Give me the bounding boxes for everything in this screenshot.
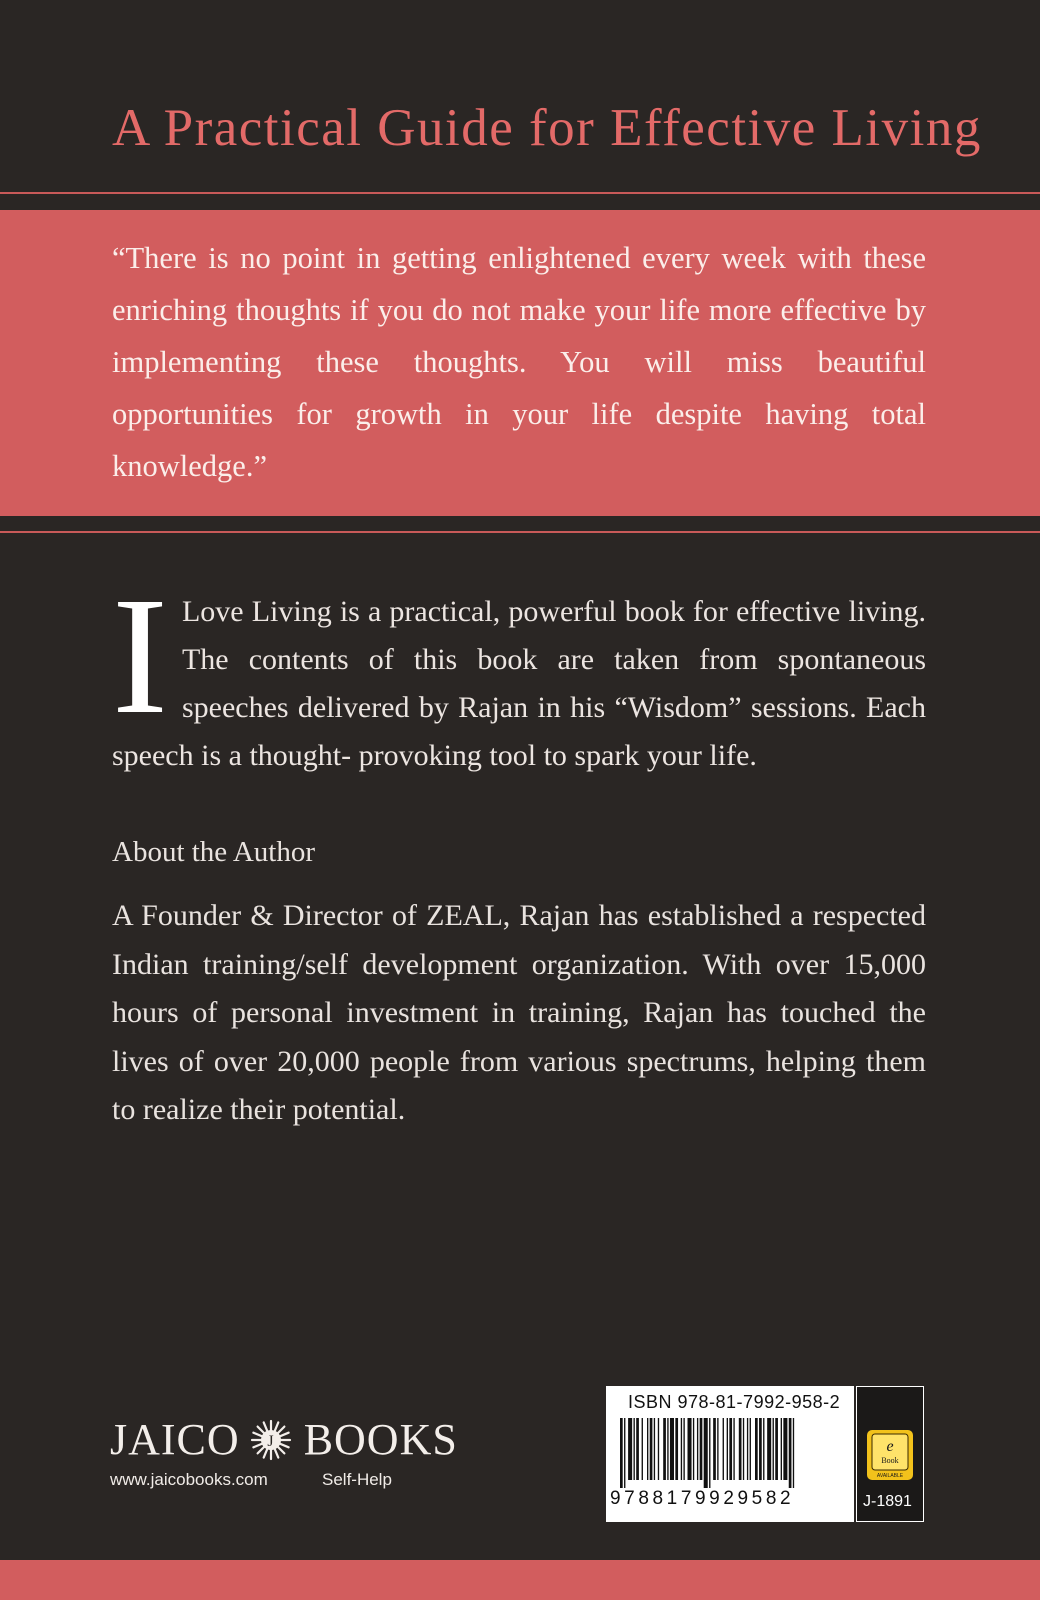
bottom-rule bbox=[0, 531, 1040, 533]
barcode-bar bbox=[697, 1418, 698, 1480]
barcode-bar bbox=[793, 1418, 794, 1488]
barcode-bar bbox=[700, 1418, 703, 1480]
barcode-bar bbox=[634, 1418, 635, 1480]
barcode-bar bbox=[729, 1418, 732, 1480]
barcode-bar bbox=[739, 1418, 742, 1480]
intro-paragraph bbox=[112, 563, 926, 780]
barcode-bar bbox=[750, 1418, 751, 1480]
barcode-bar bbox=[650, 1418, 653, 1480]
barcode-bar bbox=[636, 1418, 639, 1480]
ebook-word: Book bbox=[881, 1456, 899, 1465]
publisher-website[interactable]: www.jaicobooks.com bbox=[110, 1470, 268, 1489]
quote-text: “There is no point in getting enlightened every week with these enriching thoughts if you do not make your life more effective by implementing these thoughts. You will miss beautiful opportunities for growth in your life despite having total knowledge.” bbox=[112, 241, 926, 483]
barcode-digits: 9788179929582 bbox=[610, 1488, 795, 1509]
barcode-bar bbox=[693, 1418, 694, 1480]
ebook-status: AVAILABLE bbox=[876, 1473, 904, 1479]
catalog-code: J-1891 bbox=[863, 1493, 912, 1510]
barcode-bar bbox=[713, 1418, 716, 1480]
barcode-bar bbox=[775, 1418, 778, 1480]
barcode-bar bbox=[681, 1418, 682, 1480]
isbn-label: ISBN 978-81-7992-958-2 bbox=[628, 1392, 841, 1412]
barcode-bar bbox=[747, 1418, 748, 1480]
barcode-bar bbox=[789, 1418, 792, 1488]
ebook-available-icon bbox=[866, 1429, 914, 1481]
ebook-panel bbox=[856, 1386, 924, 1522]
barcode-bar bbox=[663, 1418, 666, 1480]
drop-cap: I bbox=[112, 563, 168, 749]
barcode-bar bbox=[670, 1418, 674, 1480]
barcode-bar bbox=[743, 1418, 744, 1480]
barcode-bar bbox=[763, 1418, 764, 1480]
bottom-band bbox=[0, 1560, 1040, 1600]
top-rule bbox=[0, 192, 1040, 194]
barcode-bar bbox=[773, 1418, 774, 1480]
barcode-bar bbox=[733, 1418, 734, 1480]
publisher-logo bbox=[110, 1414, 458, 1465]
tagline: A Practical Guide for Effective Living bbox=[112, 99, 982, 157]
about-heading: About the Author bbox=[112, 836, 315, 868]
barcode-bar bbox=[717, 1418, 718, 1480]
barcode-bar bbox=[727, 1418, 728, 1480]
barcode-bar bbox=[647, 1418, 648, 1480]
barcode-bar bbox=[759, 1418, 762, 1480]
author-bio: A Founder & Director of ZEAL, Rajan has established a respected Indian training/self development organization. With over 15,000 hours of personal investment in training, Rajan has touched the lives of over 20,000 people from various spectrums, helping them to realize their potential. bbox=[112, 899, 926, 1126]
emblem-letter: J bbox=[267, 1432, 275, 1450]
barcode-bar bbox=[781, 1418, 782, 1480]
barcode-bar bbox=[624, 1418, 625, 1488]
genre-label: Self-Help bbox=[322, 1470, 392, 1489]
barcode-bar bbox=[658, 1418, 659, 1480]
publisher-name-left: JAICO bbox=[110, 1415, 240, 1464]
barcode-bar bbox=[704, 1418, 708, 1488]
publisher-emblem-icon bbox=[250, 1419, 292, 1461]
barcode-bars bbox=[620, 1418, 842, 1488]
barcode-bar bbox=[642, 1418, 643, 1480]
barcode-bar bbox=[783, 1418, 787, 1480]
publisher-name-right: BOOKS bbox=[303, 1415, 458, 1464]
barcode-bar bbox=[667, 1418, 668, 1480]
barcode-box bbox=[606, 1386, 854, 1522]
intro-text: Love Living is a practical, powerful book for effective living. The contents of this book are taken from spontaneous speeches delivered by Rajan in his “Wisdom” sessions. Each speech is a thought- provoking tool to spark your life. bbox=[112, 595, 926, 772]
barcode-bar bbox=[620, 1418, 623, 1488]
barcode-bar bbox=[755, 1418, 758, 1480]
barcode-bar bbox=[683, 1418, 684, 1480]
ebook-letter: e bbox=[886, 1438, 894, 1455]
barcode-bar bbox=[654, 1418, 655, 1480]
barcode-bar bbox=[723, 1418, 724, 1480]
barcode-bar bbox=[675, 1418, 678, 1480]
barcode-bar bbox=[767, 1418, 771, 1480]
barcode-bar bbox=[709, 1418, 710, 1488]
barcode-bar bbox=[628, 1418, 632, 1480]
barcode-bar bbox=[688, 1418, 692, 1480]
